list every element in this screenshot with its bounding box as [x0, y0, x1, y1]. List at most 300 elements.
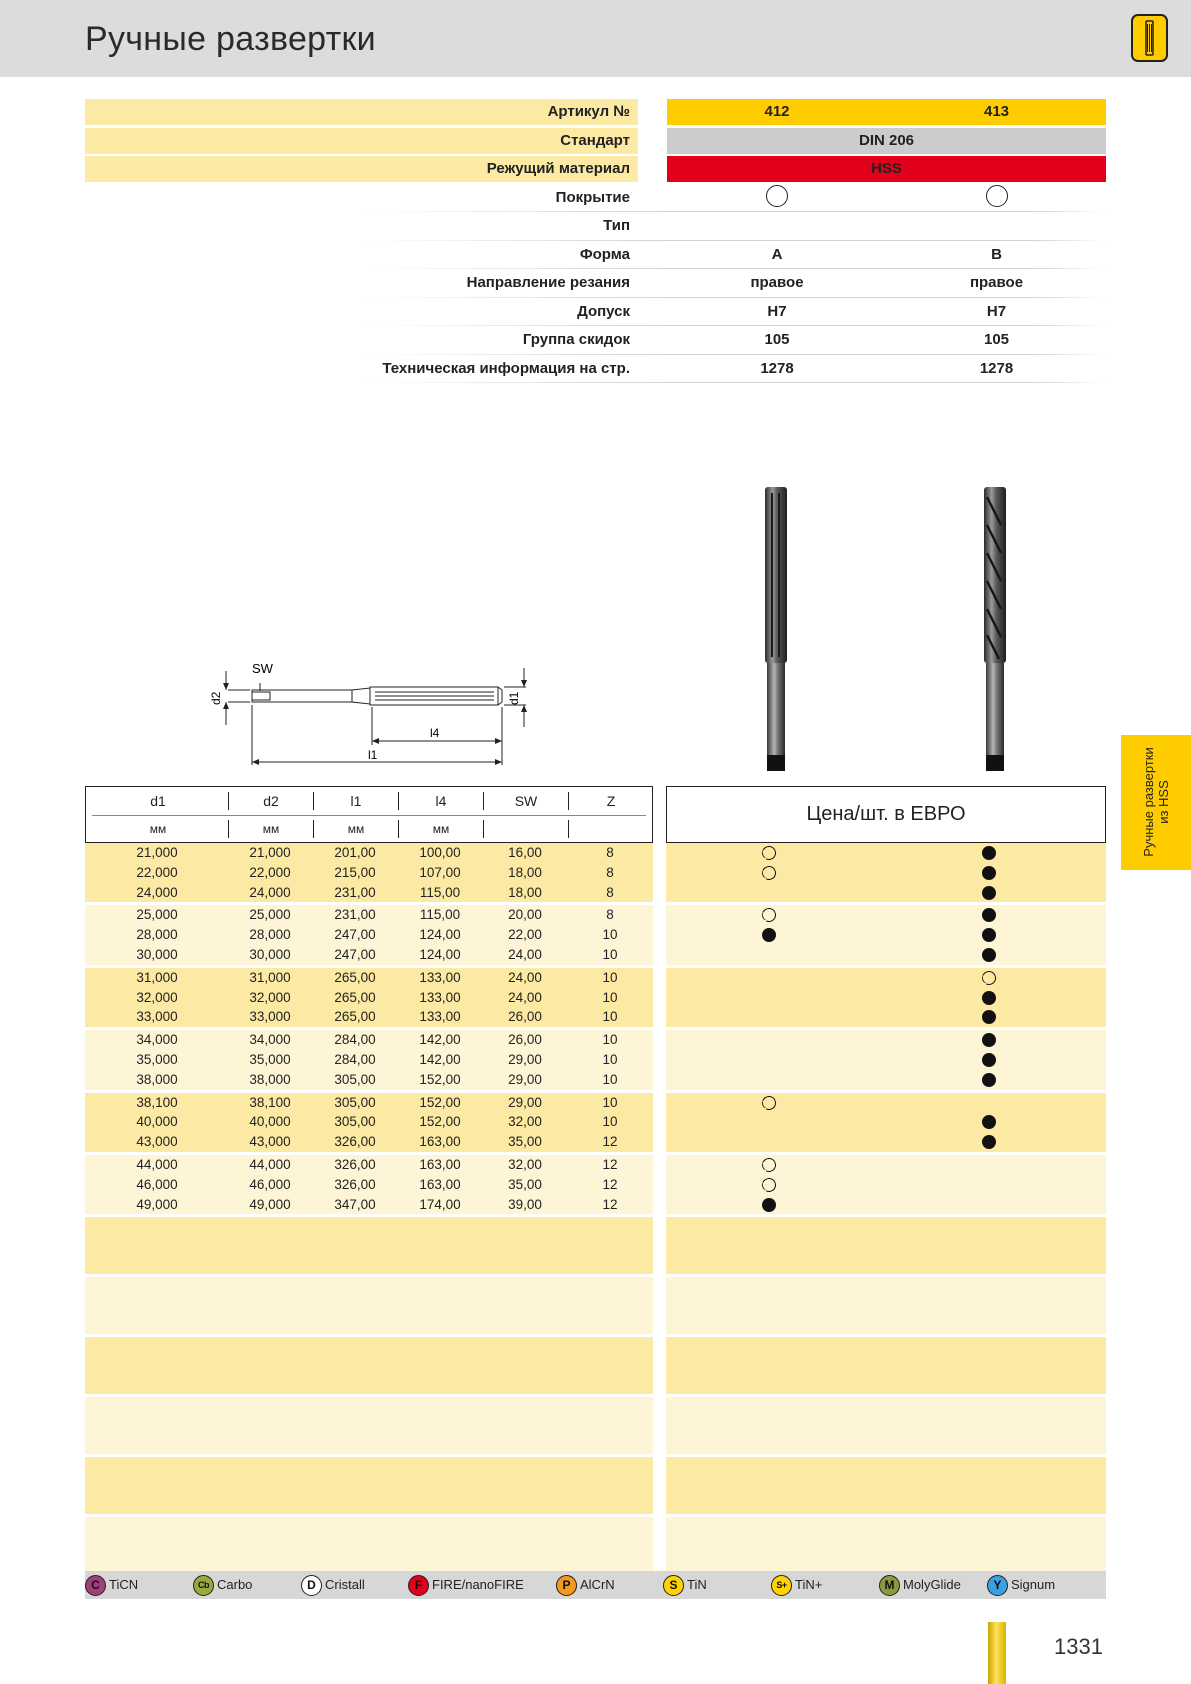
- table-row: [85, 883, 653, 903]
- dimensions-table-header: [85, 786, 653, 843]
- row-divider: [365, 382, 1106, 383]
- legend-label: TiN: [687, 1577, 707, 1592]
- table-cell: 10: [602, 969, 618, 985]
- table-cell: 265,00: [334, 969, 376, 985]
- table-cell: 35,000: [249, 1051, 291, 1067]
- table-row: [85, 968, 653, 988]
- table-cell: 247,00: [334, 927, 376, 943]
- table-row: [85, 1132, 653, 1152]
- spec-label: Форма: [579, 245, 630, 263]
- table-cell: 22,00: [508, 927, 542, 943]
- available-soon-icon[interactable]: [760, 844, 778, 862]
- spec-label: Техническая информация на стр.: [382, 359, 630, 377]
- reamer-tool-icon: [1131, 14, 1168, 62]
- row-group: [85, 1155, 653, 1217]
- table-row: [85, 1030, 653, 1050]
- table-cell: 21,000: [249, 845, 291, 860]
- table-cell: 10: [602, 1114, 618, 1130]
- table-cell: 18,00: [508, 864, 542, 880]
- table-cell: 34,000: [249, 1032, 291, 1048]
- legend-item: [879, 1574, 961, 1596]
- label-d2: d2: [209, 691, 223, 705]
- table-cell: 30,000: [249, 946, 291, 962]
- table-cell: 265,00: [334, 1009, 376, 1025]
- price-row: [666, 1093, 1106, 1113]
- spec-table: [85, 99, 1106, 384]
- spec-row: [85, 213, 1106, 242]
- in-stock-icon[interactable]: [982, 1135, 996, 1149]
- table-cell: 40,000: [136, 1114, 178, 1130]
- table-cell: 40,000: [249, 1114, 291, 1130]
- table-cell: 29,00: [508, 1094, 542, 1110]
- legend-label: TiN+: [795, 1577, 823, 1592]
- page-number-bar: [988, 1622, 1006, 1684]
- table-cell: 142,00: [419, 1032, 461, 1048]
- empty-row-group: [666, 1397, 1106, 1457]
- table-cell: 305,00: [334, 1071, 376, 1087]
- table-cell: 201,00: [334, 845, 376, 860]
- spec-value: 412: [667, 99, 887, 125]
- table-row: [85, 945, 653, 965]
- spec-label: Тип: [603, 217, 630, 234]
- coating-cell: [667, 185, 887, 211]
- legend-item: [408, 1574, 524, 1596]
- row-divider: [365, 268, 1106, 269]
- table-cell: 163,00: [419, 1134, 461, 1150]
- spec-row: [85, 356, 1106, 385]
- column-header: l1: [350, 793, 362, 809]
- table-cell: 31,000: [136, 969, 178, 985]
- table-row: [85, 1112, 653, 1132]
- table-cell: 10: [602, 989, 618, 1005]
- table-row: [85, 1050, 653, 1070]
- legend-label: Carbo: [217, 1577, 253, 1592]
- table-cell: 231,00: [334, 884, 376, 900]
- spec-value: 1278: [760, 359, 794, 377]
- coating-badge-icon: D: [301, 1575, 322, 1596]
- in-stock-icon[interactable]: [982, 886, 996, 900]
- row-divider: [365, 211, 1106, 212]
- table-cell: 49,000: [136, 1196, 178, 1212]
- table-cell: 28,000: [136, 927, 178, 943]
- table-cell: 10: [602, 1051, 618, 1067]
- price-row: [666, 968, 1106, 988]
- in-stock-icon[interactable]: [982, 1073, 996, 1087]
- legend-item: [556, 1574, 615, 1596]
- price-row: [666, 905, 1106, 925]
- column-header: d2: [263, 793, 279, 809]
- price-row: [666, 1070, 1106, 1090]
- spec-value: 1278: [979, 359, 1014, 377]
- empty-row-group: [85, 1337, 653, 1397]
- coating-legend: [85, 1571, 1106, 1599]
- table-cell: 31,000: [249, 969, 291, 985]
- table-cell: 8: [606, 845, 614, 860]
- row-group: [85, 1030, 653, 1092]
- table-cell: 124,00: [419, 927, 461, 943]
- empty-row-group: [666, 1517, 1106, 1577]
- row-group: [85, 905, 653, 967]
- spec-value: [887, 213, 1106, 239]
- legend-item: [85, 1574, 138, 1596]
- in-stock-icon[interactable]: [982, 846, 996, 860]
- material-value: HSS: [667, 156, 1106, 182]
- price-row-group: [666, 1093, 1106, 1155]
- table-cell: 22,000: [136, 864, 178, 880]
- table-cell: 33,000: [249, 1009, 291, 1025]
- table-cell: 10: [602, 927, 618, 943]
- table-cell: 347,00: [334, 1196, 376, 1212]
- table-cell: 284,00: [334, 1051, 376, 1067]
- column-unit: мм: [149, 822, 167, 836]
- price-row-group: [666, 905, 1106, 967]
- table-cell: 25,000: [249, 907, 291, 923]
- spec-value: [667, 213, 887, 239]
- table-cell: 35,00: [508, 1134, 542, 1150]
- empty-row-group: [85, 1217, 653, 1277]
- header-row: [86, 787, 652, 815]
- table-cell: 38,000: [249, 1071, 291, 1087]
- empty-row-group: [85, 1277, 653, 1337]
- available-soon-icon[interactable]: [980, 969, 998, 987]
- table-cell: 38,100: [136, 1094, 178, 1110]
- empty-row-group: [85, 1457, 653, 1517]
- column-separator: [228, 792, 229, 810]
- price-row: [666, 1195, 1106, 1215]
- table-cell: 12: [602, 1134, 618, 1150]
- price-row: [666, 945, 1106, 965]
- row-divider: [365, 354, 1106, 355]
- in-stock-icon[interactable]: [982, 991, 996, 1005]
- table-cell: 24,00: [508, 969, 542, 985]
- page-number: 1331: [1054, 1634, 1103, 1659]
- spec-value: 413: [887, 99, 1106, 125]
- table-cell: 326,00: [334, 1134, 376, 1150]
- table-cell: 24,000: [249, 884, 291, 900]
- reamer-413-image: [979, 485, 1011, 775]
- spec-label: Артикул №: [85, 99, 638, 125]
- in-stock-icon[interactable]: [762, 1198, 776, 1212]
- in-stock-icon[interactable]: [982, 1010, 996, 1024]
- standard-value: DIN 206: [667, 128, 1106, 154]
- side-tab-line1: Ручные развертки: [1141, 747, 1156, 857]
- legend-label: TiCN: [109, 1577, 139, 1592]
- empty-row-group: [666, 1277, 1106, 1337]
- table-cell: 24,00: [508, 946, 542, 962]
- row-group: [85, 1093, 653, 1155]
- price-row: [666, 925, 1106, 945]
- table-cell: 46,000: [136, 1176, 178, 1192]
- price-table-header: Цена/шт. в ЕВРО: [666, 786, 1106, 843]
- in-stock-icon[interactable]: [982, 866, 996, 880]
- available-soon-icon[interactable]: [760, 864, 778, 882]
- table-cell: 32,00: [508, 1114, 542, 1130]
- dimensions-table: [85, 843, 653, 1577]
- column-unit: [486, 815, 566, 843]
- coating-badge-icon: P: [556, 1575, 577, 1596]
- table-row: [85, 1093, 653, 1113]
- coating-badge-icon: F: [408, 1575, 429, 1596]
- table-cell: 18,00: [508, 884, 542, 900]
- row-group: [85, 968, 653, 1030]
- available-soon-icon[interactable]: [760, 1094, 778, 1112]
- price-row: [666, 988, 1106, 1008]
- price-table: [666, 843, 1106, 1577]
- table-cell: 10: [602, 946, 618, 962]
- table-cell: 10: [602, 1032, 618, 1048]
- label-d1: d1: [507, 691, 521, 705]
- price-row: [666, 1175, 1106, 1195]
- column-separator: [483, 820, 484, 838]
- coating-badge-icon: Cb: [193, 1575, 214, 1596]
- price-row-group: [666, 968, 1106, 1030]
- spec-row: [85, 156, 1106, 185]
- legend-label: MolyGlide: [903, 1577, 961, 1592]
- row-divider: [365, 240, 1106, 241]
- spec-value: H7: [986, 302, 1007, 320]
- table-cell: 115,00: [419, 907, 461, 923]
- side-tab-line2: из HSS: [1156, 780, 1171, 824]
- available-soon-icon[interactable]: [760, 1156, 778, 1174]
- column-header: Z: [606, 793, 616, 809]
- reamer-dimension-drawing: [200, 655, 535, 770]
- spec-label: Стандарт: [85, 128, 638, 154]
- table-cell: 10: [602, 1094, 618, 1110]
- table-cell: 44,000: [249, 1156, 291, 1172]
- legend-item: [987, 1574, 1055, 1596]
- table-row: [85, 925, 653, 945]
- table-cell: 30,000: [136, 946, 178, 962]
- price-row-group: [666, 1030, 1106, 1092]
- table-cell: 12: [602, 1156, 618, 1172]
- table-row: [85, 1007, 653, 1027]
- spec-row: [85, 242, 1106, 271]
- empty-row-group: [666, 1337, 1106, 1397]
- spec-value: 105: [764, 331, 790, 348]
- table-cell: 26,00: [508, 1009, 542, 1025]
- in-stock-icon[interactable]: [762, 928, 776, 942]
- table-cell: 152,00: [419, 1094, 461, 1110]
- table-cell: 231,00: [334, 907, 376, 923]
- table-cell: 8: [606, 864, 614, 880]
- spec-row: [85, 99, 1106, 128]
- spec-row: [85, 270, 1106, 299]
- table-cell: 24,00: [508, 989, 542, 1005]
- table-cell: 265,00: [334, 989, 376, 1005]
- coating-badge-icon: Y: [987, 1575, 1008, 1596]
- legend-item: [771, 1574, 822, 1596]
- page-title: Ручные развертки: [85, 20, 376, 58]
- table-cell: 107,00: [419, 864, 461, 880]
- table-cell: 43,000: [249, 1134, 291, 1150]
- price-row: [666, 843, 1106, 863]
- spec-value: правое: [969, 274, 1024, 291]
- table-cell: 10: [602, 1071, 618, 1087]
- table-cell: 215,00: [334, 864, 376, 880]
- table-cell: 39,00: [508, 1196, 542, 1212]
- table-cell: 35,00: [508, 1176, 542, 1192]
- table-row: [85, 1175, 653, 1195]
- spec-label: Группа скидок: [522, 331, 630, 348]
- header-divider: [92, 815, 646, 816]
- price-row: [666, 1050, 1106, 1070]
- legend-label: FIRE/nanoFIRE: [432, 1577, 524, 1592]
- column-separator: [483, 792, 484, 810]
- table-cell: 326,00: [334, 1176, 376, 1192]
- row-divider: [365, 325, 1106, 326]
- spec-row: [85, 185, 1106, 214]
- table-row: [85, 988, 653, 1008]
- price-row-group: [666, 843, 1106, 905]
- in-stock-icon[interactable]: [982, 1115, 996, 1129]
- column-separator: [313, 820, 314, 838]
- spec-row: [85, 299, 1106, 328]
- spec-value: H7: [767, 302, 787, 320]
- table-cell: 35,000: [136, 1051, 178, 1067]
- spec-value: B: [991, 245, 1002, 263]
- legend-label: AlCrN: [580, 1577, 615, 1592]
- spec-label: Режущий материал: [85, 156, 638, 182]
- legend-item: [301, 1574, 365, 1596]
- table-cell: 33,000: [136, 1009, 178, 1025]
- column-unit: мм: [347, 822, 365, 836]
- table-cell: 163,00: [419, 1156, 461, 1172]
- table-cell: 28,000: [249, 927, 291, 943]
- uncoated-circle-icon: [766, 185, 788, 207]
- table-cell: 38,100: [249, 1094, 291, 1110]
- table-cell: 26,00: [508, 1032, 542, 1048]
- empty-row-group: [85, 1397, 653, 1457]
- table-cell: 174,00: [419, 1196, 461, 1212]
- spec-row: [85, 327, 1106, 356]
- price-row: [666, 1030, 1106, 1050]
- spec-value: A: [771, 245, 783, 263]
- label-l4: l4: [430, 726, 440, 740]
- spec-row: [85, 128, 1106, 157]
- table-cell: 25,000: [136, 907, 178, 923]
- coating-badge-icon: S+: [771, 1575, 792, 1596]
- units-row: [86, 815, 652, 843]
- table-cell: 115,00: [419, 884, 461, 900]
- spec-label: Покрытие: [555, 188, 630, 206]
- table-cell: 152,00: [419, 1071, 461, 1087]
- table-row: [85, 843, 653, 863]
- table-cell: 8: [606, 884, 614, 900]
- label-sw: SW: [252, 661, 273, 676]
- coating-badge-icon: C: [85, 1575, 106, 1596]
- legend-item: [193, 1574, 252, 1596]
- table-cell: 29,00: [508, 1051, 542, 1067]
- table-cell: 133,00: [419, 969, 461, 985]
- table-cell: 43,000: [136, 1134, 178, 1150]
- available-soon-icon[interactable]: [760, 1176, 778, 1194]
- table-cell: 29,00: [508, 1071, 542, 1087]
- row-group: [85, 843, 653, 905]
- available-soon-icon[interactable]: [760, 906, 778, 924]
- table-cell: 305,00: [334, 1114, 376, 1130]
- table-cell: 163,00: [419, 1176, 461, 1192]
- column-separator: [313, 792, 314, 810]
- price-row: [666, 863, 1106, 883]
- column-unit: мм: [432, 822, 450, 836]
- table-row: [85, 905, 653, 925]
- table-cell: 10: [602, 1009, 618, 1025]
- table-row: [85, 1195, 653, 1215]
- table-cell: 12: [602, 1196, 618, 1212]
- spec-value: правое: [750, 274, 804, 291]
- price-row-group: [666, 1155, 1106, 1217]
- column-separator: [398, 820, 399, 838]
- table-cell: 21,000: [136, 845, 178, 860]
- table-cell: 34,000: [136, 1032, 178, 1048]
- in-stock-icon[interactable]: [982, 948, 996, 962]
- table-cell: 100,00: [419, 845, 461, 860]
- empty-row-group: [666, 1217, 1106, 1277]
- table-cell: 32,00: [508, 1156, 542, 1172]
- section-side-tab[interactable]: [1121, 735, 1191, 870]
- column-header: d1: [150, 793, 166, 809]
- coating-badge-icon: S: [663, 1575, 684, 1596]
- table-cell: 32,000: [249, 989, 291, 1005]
- table-cell: 12: [602, 1176, 618, 1192]
- price-row: [666, 883, 1106, 903]
- table-cell: 152,00: [419, 1114, 461, 1130]
- table-cell: 247,00: [334, 946, 376, 962]
- legend-label: Signum: [1011, 1577, 1056, 1592]
- column-separator: [568, 792, 569, 810]
- table-cell: 32,000: [136, 989, 178, 1005]
- coating-cell: [887, 185, 1106, 211]
- uncoated-circle-icon: [986, 185, 1008, 207]
- price-row: [666, 1155, 1106, 1175]
- table-cell: 20,00: [508, 907, 542, 923]
- price-row: [666, 1112, 1106, 1132]
- in-stock-icon[interactable]: [982, 908, 996, 922]
- table-cell: 326,00: [334, 1156, 376, 1172]
- table-cell: 24,000: [136, 884, 178, 900]
- table-cell: 8: [606, 907, 614, 923]
- column-header: l4: [435, 793, 447, 809]
- column-separator: [228, 820, 229, 838]
- reamer-412-image: [760, 485, 792, 775]
- price-row: [666, 1132, 1106, 1152]
- spec-label: Направление резания: [466, 274, 630, 291]
- spec-label: Допуск: [577, 302, 630, 320]
- table-cell: 284,00: [334, 1032, 376, 1048]
- table-cell: 49,000: [249, 1196, 291, 1212]
- table-cell: 305,00: [334, 1094, 376, 1110]
- table-row: [85, 1155, 653, 1175]
- legend-label: Cristall: [325, 1577, 365, 1592]
- column-header: SW: [514, 793, 538, 809]
- coating-badge-icon: M: [879, 1575, 900, 1596]
- in-stock-icon[interactable]: [982, 1053, 996, 1067]
- label-l1: l1: [368, 748, 378, 762]
- table-row: [85, 863, 653, 883]
- column-unit: мм: [262, 822, 280, 836]
- table-cell: 44,000: [136, 1156, 178, 1172]
- column-separator: [398, 792, 399, 810]
- column-separator: [568, 820, 569, 838]
- in-stock-icon[interactable]: [982, 1033, 996, 1047]
- row-divider: [365, 297, 1106, 298]
- table-cell: 46,000: [249, 1176, 291, 1192]
- table-cell: 16,00: [508, 845, 542, 860]
- price-row: [666, 1007, 1106, 1027]
- empty-row-group: [85, 1517, 653, 1577]
- table-row: [85, 1070, 653, 1090]
- in-stock-icon[interactable]: [982, 928, 996, 942]
